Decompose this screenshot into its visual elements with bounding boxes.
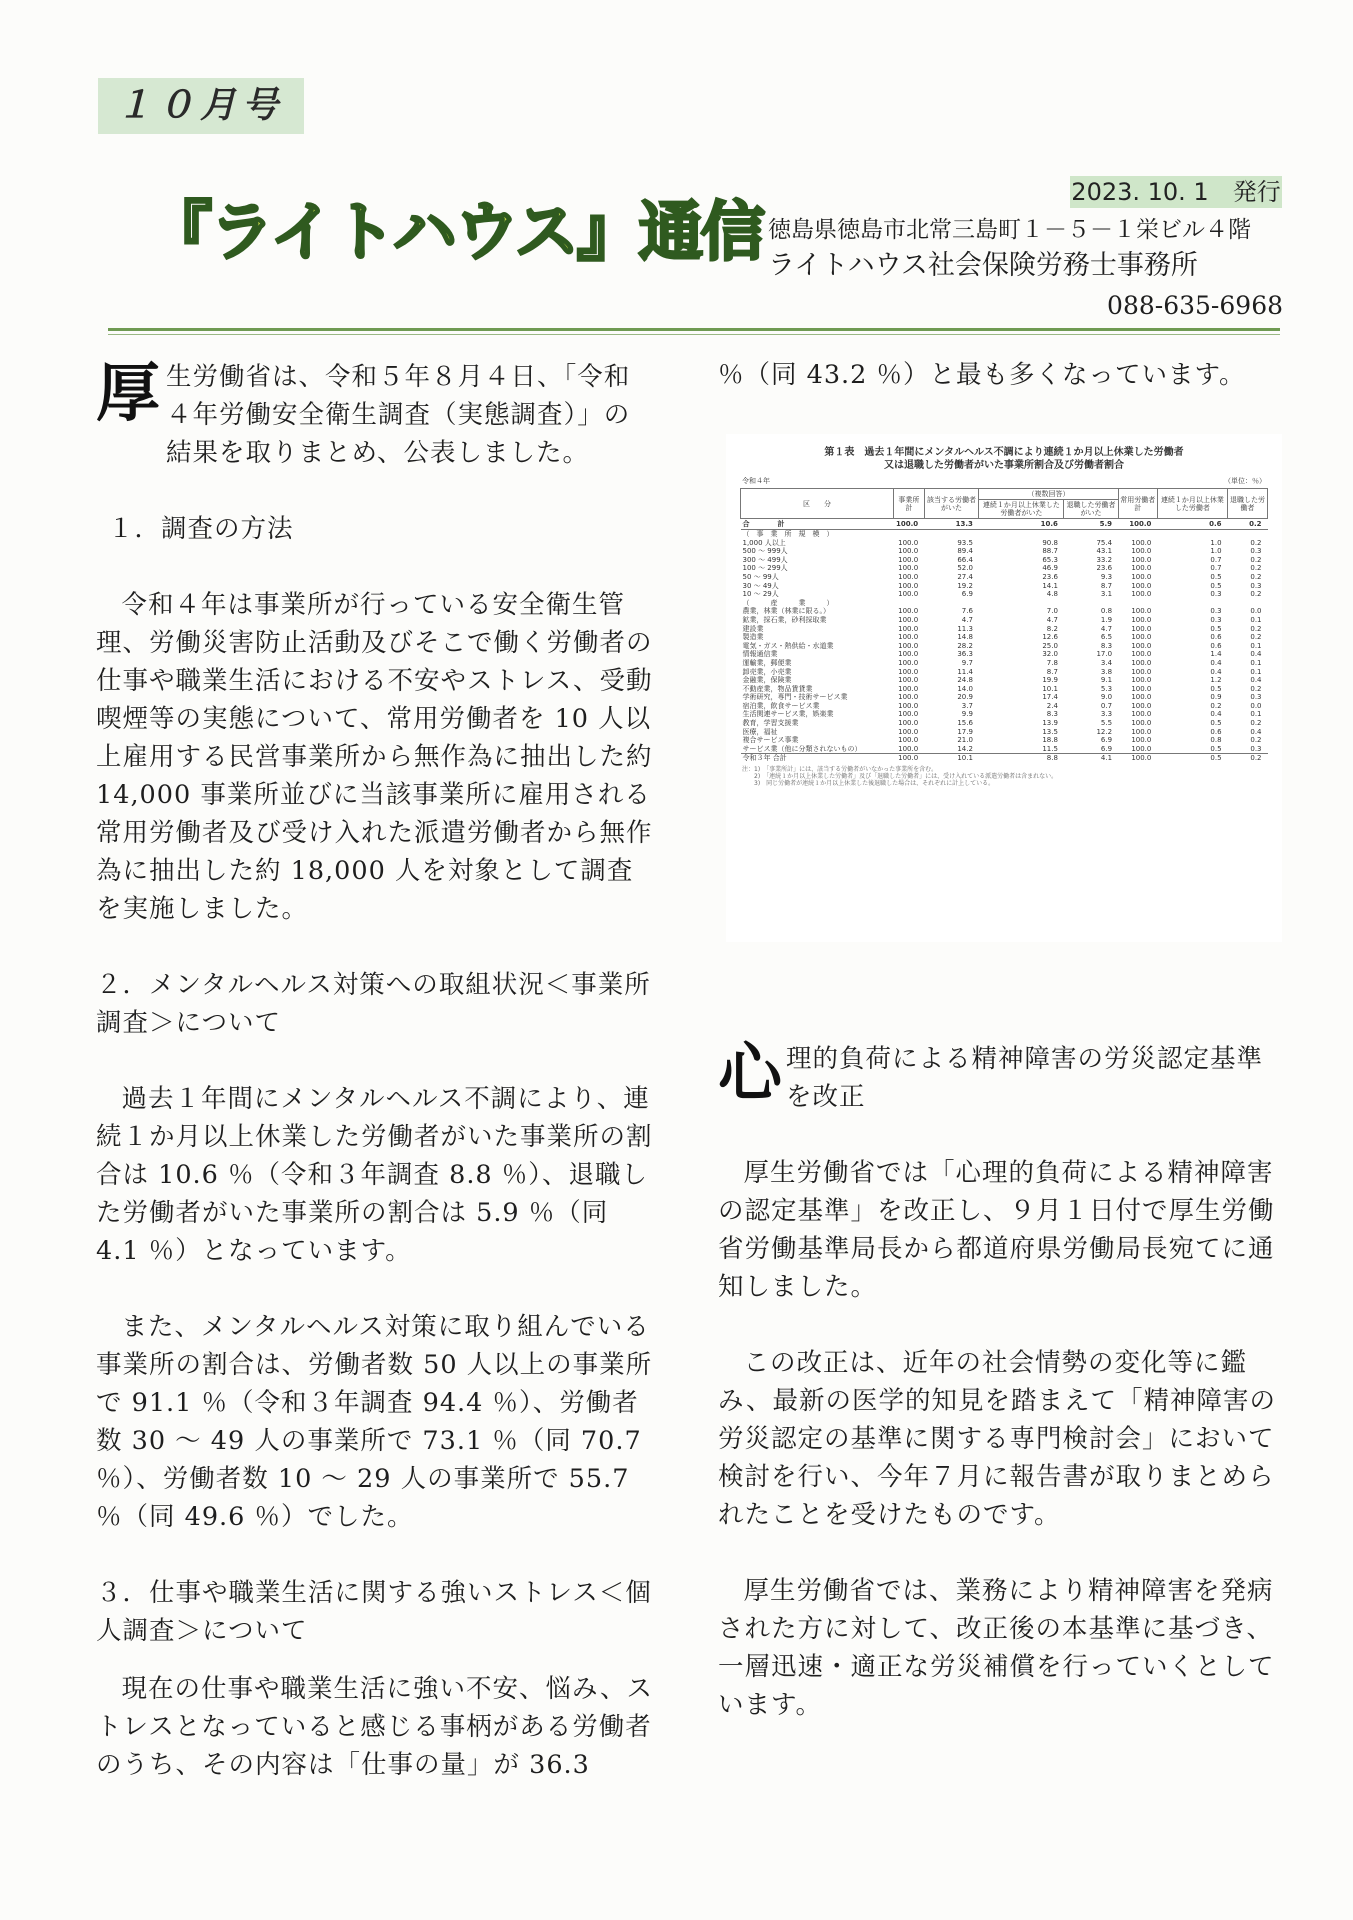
cell-value: 100.0 bbox=[898, 564, 919, 573]
cell-value: 0.7 bbox=[1210, 555, 1222, 564]
cell-value: 100.0 bbox=[1131, 633, 1152, 642]
cell-value: 11.5 bbox=[1042, 744, 1058, 753]
cell-value: 100.0 bbox=[1131, 555, 1152, 564]
header-group: （複数回答） bbox=[979, 489, 1118, 500]
article2-headline bbox=[718, 1036, 1284, 1116]
cell-value: 10.6 bbox=[979, 519, 1064, 530]
row-label: 不動産業，物品賃貸業 bbox=[742, 684, 813, 693]
cell-value: 6.9 bbox=[1100, 736, 1113, 745]
statistics-table bbox=[726, 434, 1282, 942]
row-label: 令和３年 合計 bbox=[741, 754, 894, 763]
cell-value: 100.0 bbox=[898, 581, 919, 590]
cell-value: 100.0 bbox=[894, 754, 925, 763]
cell-value: 100.0 bbox=[898, 744, 919, 753]
cell-value: 5.5 bbox=[1100, 719, 1113, 728]
cell-value: 1.4 bbox=[1210, 650, 1222, 659]
section-heading-3: ３．仕事や職業生活に関する強いストレス＜個人調査＞について bbox=[96, 1578, 652, 1646]
cell-value: 0.2 bbox=[1210, 701, 1222, 710]
cell-value: 0.1 bbox=[1250, 710, 1262, 719]
cell-value: 0.3 bbox=[1210, 615, 1222, 624]
cell-value: 100.0 bbox=[898, 633, 919, 642]
cell-value: 6.9 bbox=[1100, 744, 1113, 753]
cell-value: 100.0 bbox=[1131, 727, 1152, 736]
header-col3: 連続１か月以上休業した労働者がいた bbox=[979, 500, 1064, 519]
cell-value: 10.1 bbox=[1042, 684, 1058, 693]
cell-value: 4.8 bbox=[1046, 590, 1058, 599]
cell-value: 9.7 bbox=[961, 658, 973, 667]
row-label: （ 産 業 ） bbox=[742, 598, 834, 607]
cell-value: 4.7 bbox=[961, 615, 973, 624]
cell-value: 36.3 bbox=[957, 650, 973, 659]
row-label: 学術研究，専門・技術サービス業 bbox=[742, 693, 848, 702]
cell-value: 100.0 bbox=[898, 719, 919, 728]
cell-value: 0.5 bbox=[1210, 684, 1222, 693]
cell-value: 100.0 bbox=[1131, 701, 1152, 710]
cell-value: 100.0 bbox=[898, 538, 919, 547]
table-row bbox=[741, 625, 1268, 634]
cell-value: 8.3 bbox=[1046, 710, 1058, 719]
cell-value: 0.3 bbox=[1250, 547, 1262, 556]
cell-value: 0.1 bbox=[1250, 667, 1262, 676]
cell-value: 11.3 bbox=[957, 624, 973, 633]
cell-value: 1.0 bbox=[1210, 538, 1222, 547]
header-col4: 退職した労働者がいた bbox=[1064, 500, 1118, 519]
cell-value: 13.3 bbox=[924, 519, 979, 530]
cell-value: 0.0 bbox=[1250, 701, 1262, 710]
paragraph-stress-continued: ％（同 43.2 ％）と最も多くなっています。 bbox=[718, 360, 1246, 390]
table-row bbox=[741, 650, 1268, 659]
table-row bbox=[741, 668, 1268, 677]
header-col2: 該当する労働者がいた bbox=[924, 489, 979, 519]
cell-value: 100.0 bbox=[898, 650, 919, 659]
cell-value: 100.0 bbox=[1131, 581, 1152, 590]
table-row bbox=[741, 573, 1268, 582]
cell-value: 100.0 bbox=[1131, 676, 1152, 685]
cell-value: 20.9 bbox=[957, 693, 973, 702]
cell-value: 1.2 bbox=[1210, 676, 1222, 685]
cell-value: 0.2 bbox=[1250, 572, 1262, 581]
cell-value: 33.2 bbox=[1096, 555, 1113, 564]
data-table bbox=[740, 488, 1268, 763]
cell-value: 46.9 bbox=[1042, 564, 1058, 573]
cell-value: 8.2 bbox=[1046, 624, 1058, 633]
publication-date: 2023. 10. 1 発行 bbox=[1071, 178, 1281, 206]
issue-label: １０月号 bbox=[98, 78, 304, 134]
cell-value: 0.2 bbox=[1250, 736, 1262, 745]
row-label: 電気・ガス・熱供給・水道業 bbox=[742, 641, 834, 650]
table-unit: （単位：％） bbox=[1224, 477, 1266, 485]
table-row bbox=[741, 642, 1268, 651]
row-label: 複合サービス事業 bbox=[742, 736, 799, 745]
row-label: 500 ～ 999人 bbox=[742, 547, 788, 556]
cell-value: 0.3 bbox=[1250, 744, 1262, 753]
row-label: 合 計 bbox=[741, 519, 894, 530]
cell-value: 0.7 bbox=[1210, 564, 1222, 573]
office-name: ライトハウス社会保険労務士事務所 bbox=[768, 250, 1198, 281]
table-row bbox=[741, 710, 1268, 719]
cell-value: 12.2 bbox=[1096, 727, 1113, 736]
cell-value: 7.6 bbox=[961, 607, 973, 616]
cell-value: 100.0 bbox=[1131, 624, 1152, 633]
cell-value: 5.3 bbox=[1100, 684, 1113, 693]
cell-value: 100.0 bbox=[898, 658, 919, 667]
header-divider-thin bbox=[108, 334, 1280, 335]
table-row bbox=[741, 745, 1268, 754]
lead-text: 生労働省は、令和５年８月４日、「令和４年労働安全衛生調査（実態調査）」の結果を取りまとめ、公表しました。 bbox=[166, 362, 631, 468]
cell-value: 100.0 bbox=[898, 684, 919, 693]
cell-value: 17.0 bbox=[1096, 650, 1113, 659]
cell-value: 19.2 bbox=[957, 581, 973, 590]
cell-value: 100.0 bbox=[898, 727, 919, 736]
table-year: 令和４年 bbox=[742, 477, 770, 485]
cell-value: 7.8 bbox=[1046, 658, 1058, 667]
cell-value: 100.0 bbox=[1131, 564, 1152, 573]
cell-value: 0.3 bbox=[1210, 607, 1222, 616]
table-row bbox=[741, 676, 1268, 685]
cell-value: 18.8 bbox=[1042, 736, 1058, 745]
paragraph-mental-health-leave: 過去１年間にメンタルヘルス不調により、連続１か月以上休業した労働者がいた事業所の割合は 10.6 ％（令和３年調査 8.8 ％）、退職した労働者がいた事業所の割合は 5.9 ％（同 4.1 ％）となっています。 bbox=[96, 1084, 653, 1266]
table-row bbox=[741, 607, 1268, 616]
cell-value: 1.9 bbox=[1100, 615, 1113, 624]
cell-value: 5.9 bbox=[1064, 519, 1118, 530]
cell-value: 3.3 bbox=[1100, 710, 1113, 719]
cell-value: 43.1 bbox=[1096, 547, 1113, 556]
cell-value: 100.0 bbox=[1131, 641, 1152, 650]
cell-value: 8.8 bbox=[979, 754, 1064, 763]
cell-value: 0.5 bbox=[1210, 624, 1222, 633]
cell-value: 100.0 bbox=[894, 519, 925, 530]
article-survey bbox=[96, 358, 656, 1784]
cell-value: 0.2 bbox=[1250, 590, 1262, 599]
cell-value: 0.2 bbox=[1250, 564, 1262, 573]
cell-value: 100.0 bbox=[1118, 519, 1157, 530]
drop-cap: 厚 bbox=[96, 356, 161, 431]
table-row bbox=[741, 519, 1268, 530]
cell-value: 89.4 bbox=[957, 547, 973, 556]
cell-value: 90.8 bbox=[1042, 538, 1058, 547]
headline-text: 理的負荷による精神障害の労災認定基準を改正 bbox=[786, 1044, 1264, 1112]
cell-value: 100.0 bbox=[1131, 710, 1152, 719]
cell-value: 100.0 bbox=[1131, 744, 1152, 753]
cell-value: 0.5 bbox=[1210, 719, 1222, 728]
cell-value: 75.4 bbox=[1096, 538, 1113, 547]
header-col7: 退職した労働者 bbox=[1228, 489, 1268, 519]
row-label: （ 事 業 所 規 模 ） bbox=[742, 530, 834, 538]
cell-value: 100.0 bbox=[898, 641, 919, 650]
cell-value: 100.0 bbox=[1131, 650, 1152, 659]
row-label: 製造業 bbox=[742, 633, 764, 642]
cell-value: 3.7 bbox=[961, 701, 973, 710]
cell-value: 0.3 bbox=[1250, 693, 1262, 702]
cell-value: 0.4 bbox=[1250, 676, 1262, 685]
cell-value: 100.0 bbox=[898, 590, 919, 599]
row-label: 1,000 人以上 bbox=[742, 538, 786, 547]
cell-value: 0.3 bbox=[1250, 581, 1262, 590]
section-heading-2: ２．メンタルヘルス対策への取組状況＜事業所調査＞について bbox=[96, 970, 651, 1038]
paragraph-stress: 現在の仕事や職業生活に強い不安、悩み、ストレスとなっていると感じる事柄がある労働者のうち、その内容は「仕事の量」が 36.3 bbox=[96, 1674, 654, 1780]
cell-value: 14.2 bbox=[957, 744, 973, 753]
table-row bbox=[741, 754, 1268, 763]
cell-value: 100.0 bbox=[1131, 667, 1152, 676]
cell-value: 100.0 bbox=[1131, 590, 1152, 599]
row-label: サービス業（他に分類されないもの） bbox=[742, 744, 862, 753]
cell-value: 4.7 bbox=[1100, 624, 1113, 633]
table-row bbox=[741, 728, 1268, 737]
cell-value: 93.5 bbox=[957, 538, 973, 547]
cell-value: 100.0 bbox=[1131, 658, 1152, 667]
cell-value: 100.0 bbox=[898, 676, 919, 685]
drop-cap-2: 心 bbox=[718, 1036, 783, 1111]
row-label: 30 ～ 49人 bbox=[742, 581, 779, 590]
cell-value: 4.7 bbox=[1046, 615, 1058, 624]
table-row bbox=[741, 547, 1268, 556]
cell-value: 6.5 bbox=[1100, 633, 1113, 642]
cell-value: 0.2 bbox=[1250, 633, 1262, 642]
table-row bbox=[741, 616, 1268, 625]
table-row bbox=[741, 719, 1268, 728]
cell-value: 12.6 bbox=[1042, 633, 1058, 642]
right-column bbox=[718, 356, 1284, 394]
cell-value: 100.0 bbox=[1131, 547, 1152, 556]
table-row bbox=[741, 659, 1268, 668]
cell-value: 0.6 bbox=[1210, 727, 1222, 736]
cell-value: 100.0 bbox=[898, 710, 919, 719]
header-kubun: 区 分 bbox=[741, 489, 894, 519]
cell-value: 8.3 bbox=[1100, 641, 1113, 650]
paragraph-compensation: 厚生労働省では、業務により精神障害を発病された方に対して、改正後の本基準に基づき、一層迅速・適正な労災補償を行っていくとしています。 bbox=[718, 1576, 1275, 1720]
cell-value: 3.1 bbox=[1100, 590, 1113, 599]
cell-value: 8.7 bbox=[1046, 667, 1058, 676]
table-row bbox=[741, 539, 1268, 548]
row-label: 50 ～ 99人 bbox=[742, 572, 779, 581]
header-col5: 常用労働者計 bbox=[1118, 489, 1157, 519]
cell-value: 28.2 bbox=[957, 641, 973, 650]
cell-value: 0.5 bbox=[1210, 581, 1222, 590]
paragraph-mental-health-measures: また、メンタルヘルス対策に取り組んでいる事業所の割合は、労働者数 50 人以上の事業所で 91.1 ％（令和３年調査 94.4 ％）、労働者数 30 ～ 49 人の事業所で 73.1 ％（同 70.7 ％）、労働者数 10 ～ 29 人の事業所で 55.7 ％（同 49.6 ％）でした。 bbox=[96, 1312, 653, 1532]
cell-value: 9.9 bbox=[961, 710, 973, 719]
section-heading-1: １．調査の方法 bbox=[108, 514, 294, 544]
cell-value: 100.0 bbox=[1131, 572, 1152, 581]
table-title: 第１表 過去１年間にメンタルヘルス不調により連続１か月以上休業した労働者 又は退職した労働者がいた事業所割合及び労働者割合 bbox=[824, 447, 1184, 471]
row-label: 農業，林業（林業に限る。） bbox=[742, 607, 830, 616]
header-col6: 連続１か月以上休業した労働者 bbox=[1157, 489, 1227, 519]
cell-value: 10.1 bbox=[924, 754, 979, 763]
table-notes: 注：1) 「事業所計」には、該当する労働者がいなかった事業所を含む。 2) 「連続１か月以上休業した労働者」及び「退職した労働者」には、受け入れている派遣労働者は含まれない。 3) 同じ労働者が連続１か月以上休業した後退職した場合は、それぞれに計上している。 bbox=[742, 766, 1058, 788]
cell-value: 100.0 bbox=[1131, 736, 1152, 745]
cell-value: 13.5 bbox=[1042, 727, 1058, 736]
cell-value: 100.0 bbox=[898, 615, 919, 624]
cell-value: 0.2 bbox=[1228, 754, 1268, 763]
office-address: 徳島県徳島市北常三島町１－５－１栄ビル４階 bbox=[768, 217, 1251, 243]
cell-value: 15.6 bbox=[957, 719, 973, 728]
paragraph-standard-revision: 厚生労働省では「心理的負荷による精神障害の認定基準」を改正し、９月１日付で厚生労働省労働基準局長から都道府県労働局長宛てに通知しました。 bbox=[718, 1158, 1275, 1302]
row-label: 運輸業，郵便業 bbox=[742, 658, 792, 667]
cell-value: 65.3 bbox=[1042, 555, 1058, 564]
cell-value: 3.8 bbox=[1100, 667, 1113, 676]
cell-value: 66.4 bbox=[957, 555, 973, 564]
cell-value: 14.8 bbox=[957, 633, 973, 642]
cell-value: 100.0 bbox=[898, 607, 919, 616]
row-label: 金融業，保険業 bbox=[742, 676, 792, 685]
row-label: 医療，福祉 bbox=[742, 727, 778, 736]
cell-value: 100.0 bbox=[1131, 538, 1152, 547]
row-label: 生活関連サービス業，娯楽業 bbox=[742, 710, 834, 719]
cell-value: 19.9 bbox=[1042, 676, 1058, 685]
cell-value: 3.4 bbox=[1100, 658, 1113, 667]
cell-value: 0.2 bbox=[1250, 555, 1262, 564]
table-row bbox=[741, 590, 1268, 599]
article-mental-disorder bbox=[718, 1036, 1284, 1724]
cell-value: 100.0 bbox=[1131, 607, 1152, 616]
cell-value: 0.1 bbox=[1250, 641, 1262, 650]
cell-value: 100.0 bbox=[1131, 684, 1152, 693]
row-label: 情報通信業 bbox=[742, 650, 778, 659]
cell-value: 25.0 bbox=[1042, 641, 1058, 650]
header-col1: 事業所計 bbox=[894, 489, 925, 519]
cell-value: 0.5 bbox=[1210, 572, 1222, 581]
cell-value: 6.9 bbox=[961, 590, 973, 599]
row-label: 10 ～ 29人 bbox=[742, 590, 779, 599]
cell-value: 0.2 bbox=[1250, 538, 1262, 547]
cell-value: 4.1 bbox=[1064, 754, 1118, 763]
cell-value: 11.4 bbox=[957, 667, 973, 676]
table-row bbox=[741, 633, 1268, 642]
cell-value: 0.8 bbox=[1210, 736, 1222, 745]
paragraph-survey-method: 令和４年は事業所が行っている安全衛生管理、労働災害防止活動及びそこで働く労働者の仕事や職業生活における不安やストレス、受動喫煙等の実態について、常用労働者を 10 人以上雇用する民営事業所から無作為に抽出した約 14,000 事業所並びに当該事業所に雇用される常用労働者及び受け入れた派遣労働者から無作為に抽出した約 18,000 人を対象として調査を実施しました。 bbox=[96, 590, 653, 924]
office-phone: 088-635-6968 bbox=[1107, 291, 1283, 320]
cell-value: 0.1 bbox=[1250, 658, 1262, 667]
cell-value: 23.6 bbox=[1042, 572, 1058, 581]
table-section-row bbox=[741, 530, 1268, 539]
header-divider bbox=[108, 328, 1280, 331]
cell-value: 52.0 bbox=[957, 564, 973, 573]
row-label: 建設業 bbox=[742, 624, 764, 633]
cell-value: 21.0 bbox=[957, 736, 973, 745]
cell-value: 0.4 bbox=[1210, 710, 1222, 719]
masthead-title: 『ライトハウス』通信 bbox=[148, 196, 763, 270]
row-label: 宿泊業，飲食サービス業 bbox=[742, 701, 820, 710]
article-lead bbox=[96, 358, 656, 472]
cell-value: 0.6 bbox=[1210, 641, 1222, 650]
cell-value: 0.4 bbox=[1210, 667, 1222, 676]
cell-value: 100.0 bbox=[1131, 693, 1152, 702]
cell-value: 100.0 bbox=[898, 624, 919, 633]
table-row bbox=[741, 564, 1268, 573]
cell-value: 17.4 bbox=[1042, 693, 1058, 702]
cell-value: 0.4 bbox=[1210, 658, 1222, 667]
cell-value: 100.0 bbox=[898, 572, 919, 581]
row-label: 300 ～ 499人 bbox=[742, 555, 788, 564]
cell-value: 8.7 bbox=[1100, 581, 1113, 590]
table-row bbox=[741, 582, 1268, 591]
cell-value: 0.4 bbox=[1250, 650, 1262, 659]
cell-value: 0.2 bbox=[1228, 519, 1268, 530]
cell-value: 100.0 bbox=[898, 701, 919, 710]
cell-value: 0.2 bbox=[1250, 684, 1262, 693]
cell-value: 100.0 bbox=[898, 555, 919, 564]
cell-value: 9.3 bbox=[1100, 572, 1113, 581]
cell-value: 100.0 bbox=[898, 736, 919, 745]
cell-value: 23.6 bbox=[1096, 564, 1113, 573]
cell-value: 2.4 bbox=[1046, 701, 1058, 710]
cell-value: 100.0 bbox=[898, 667, 919, 676]
cell-value: 1.0 bbox=[1210, 547, 1222, 556]
cell-value: 14.0 bbox=[957, 684, 973, 693]
cell-value: 13.9 bbox=[1042, 719, 1058, 728]
cell-value: 0.9 bbox=[1210, 693, 1222, 702]
cell-value: 0.4 bbox=[1250, 727, 1262, 736]
cell-value: 0.0 bbox=[1250, 607, 1262, 616]
cell-value: 88.7 bbox=[1042, 547, 1058, 556]
cell-value: 0.2 bbox=[1250, 624, 1262, 633]
cell-value: 14.1 bbox=[1042, 581, 1058, 590]
cell-value: 0.1 bbox=[1250, 615, 1262, 624]
cell-value: 0.3 bbox=[1210, 590, 1222, 599]
cell-value: 9.1 bbox=[1100, 676, 1113, 685]
cell-value: 0.5 bbox=[1210, 744, 1222, 753]
cell-value: 100.0 bbox=[1131, 719, 1152, 728]
cell-value: 100.0 bbox=[1118, 754, 1157, 763]
row-label: 卸売業，小売業 bbox=[742, 667, 792, 676]
row-label: 鉱業，採石業，砂利採取業 bbox=[742, 615, 827, 624]
cell-value: 0.2 bbox=[1250, 719, 1262, 728]
table-row bbox=[741, 685, 1268, 694]
cell-value: 100.0 bbox=[898, 547, 919, 556]
table-row bbox=[741, 693, 1268, 702]
table-row bbox=[741, 736, 1268, 745]
cell-value: 27.4 bbox=[957, 572, 973, 581]
cell-value: 0.5 bbox=[1157, 754, 1227, 763]
paragraph-revision-background: この改正は、近年の社会情勢の変化等に鑑み、最新の医学的知見を踏まえて「精神障害の労災認定の基準に関する専門検討会」において検討を行い、今年７月に報告書が取りまとめられたことを受けたものです。 bbox=[718, 1348, 1277, 1530]
cell-value: 0.7 bbox=[1100, 701, 1113, 710]
cell-value: 9.0 bbox=[1100, 693, 1113, 702]
cell-value: 7.0 bbox=[1046, 607, 1058, 616]
cell-value: 32.0 bbox=[1042, 650, 1058, 659]
cell-value: 17.9 bbox=[957, 727, 973, 736]
cell-value: 100.0 bbox=[898, 693, 919, 702]
cell-value: 24.8 bbox=[957, 676, 973, 685]
row-label: 100 ～ 299人 bbox=[742, 564, 788, 573]
cell-value: 100.0 bbox=[1131, 615, 1152, 624]
table-row bbox=[741, 556, 1268, 565]
cell-value: 0.6 bbox=[1210, 633, 1222, 642]
cell-value: 0.6 bbox=[1157, 519, 1227, 530]
cell-value: 0.8 bbox=[1100, 607, 1113, 616]
row-label: 教育，学習支援業 bbox=[742, 719, 799, 728]
